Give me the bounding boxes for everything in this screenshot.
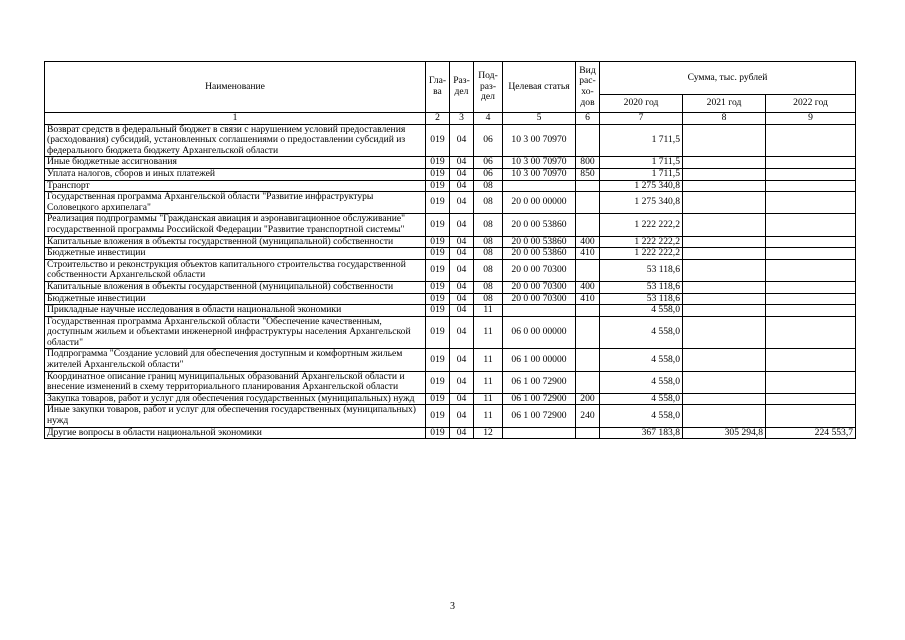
header-vid: Вид рас-хо-дов	[576, 62, 600, 113]
table-row	[45, 259, 856, 281]
cell-2021	[683, 259, 766, 281]
cell-target: 10 3 00 70970	[503, 157, 576, 169]
cell-2022	[766, 248, 856, 260]
cell-glava: 019	[426, 124, 450, 157]
cell-razdel: 04	[450, 393, 474, 405]
cell-2021	[683, 157, 766, 169]
cell-target: 20 0 00 53860	[503, 214, 576, 236]
cell-2022	[766, 236, 856, 248]
cell-glava: 019	[426, 349, 450, 371]
cell-glava: 019	[426, 157, 450, 169]
cell-razdel: 04	[450, 236, 474, 248]
table-row	[45, 124, 856, 157]
cell-vid	[576, 259, 600, 281]
cell-name: Бюджетные инвестиции	[45, 293, 426, 305]
cell-name: Уплата налогов, сборов и иных платежей	[45, 168, 426, 180]
cell-razdel: 04	[450, 214, 474, 236]
table-row	[45, 157, 856, 169]
cell-podrazdel: 06	[474, 168, 503, 180]
cell-vid	[576, 349, 600, 371]
col-number: 7	[600, 113, 683, 125]
cell-target: 20 0 00 53860	[503, 236, 576, 248]
cell-razdel: 04	[450, 124, 474, 157]
cell-target: 20 0 00 70300	[503, 259, 576, 281]
cell-name: Государственная программа Архангельской области "Развитие инфраструктуры Соловецкого архипелага"	[45, 192, 426, 214]
table-row	[45, 168, 856, 180]
cell-podrazdel: 12	[474, 427, 503, 439]
cell-vid: 410	[576, 248, 600, 260]
header-podrazdel: Под-раз-дел	[474, 62, 503, 113]
cell-razdel: 04	[450, 349, 474, 371]
cell-target	[503, 427, 576, 439]
cell-target: 20 0 00 53860	[503, 248, 576, 260]
cell-2021	[683, 393, 766, 405]
cell-2022	[766, 293, 856, 305]
cell-podrazdel: 08	[474, 293, 503, 305]
cell-podrazdel: 11	[474, 393, 503, 405]
cell-vid	[576, 192, 600, 214]
cell-vid: 400	[576, 281, 600, 293]
page-number: 3	[450, 601, 455, 612]
cell-2022	[766, 259, 856, 281]
cell-razdel: 04	[450, 168, 474, 180]
cell-vid	[576, 305, 600, 317]
cell-2020: 53 118,6	[600, 259, 683, 281]
cell-name: Реализация подпрограммы "Гражданская авиация и аэронавигационное обслуживание" государственной программы Российской Федерации "Развитие транспортной системы"	[45, 214, 426, 236]
cell-razdel: 04	[450, 248, 474, 260]
cell-glava: 019	[426, 371, 450, 393]
header-name: Наименование	[45, 62, 426, 113]
cell-2022	[766, 305, 856, 317]
cell-target	[503, 305, 576, 317]
cell-2021: 305 294,8	[683, 427, 766, 439]
cell-target: 20 0 00 00000	[503, 192, 576, 214]
col-number: 8	[683, 113, 766, 125]
cell-2020: 1 711,5	[600, 168, 683, 180]
cell-razdel: 04	[450, 305, 474, 317]
cell-2022	[766, 316, 856, 349]
col-number: 3	[450, 113, 474, 125]
header-glava: Гла-ва	[426, 62, 450, 113]
cell-vid: 410	[576, 293, 600, 305]
cell-razdel: 04	[450, 427, 474, 439]
cell-podrazdel: 08	[474, 192, 503, 214]
table-row	[45, 192, 856, 214]
cell-name: Капитальные вложения в объекты государственной (муниципальной) собственности	[45, 236, 426, 248]
cell-glava: 019	[426, 316, 450, 349]
cell-2021	[683, 371, 766, 393]
header-year-2022: 2022 год	[766, 95, 856, 113]
cell-glava: 019	[426, 305, 450, 317]
cell-podrazdel: 08	[474, 180, 503, 192]
cell-2020: 4 558,0	[600, 316, 683, 349]
col-number: 6	[576, 113, 600, 125]
cell-target: 06 1 00 00000	[503, 349, 576, 371]
cell-name: Капитальные вложения в объекты государственной (муниципальной) собственности	[45, 281, 426, 293]
cell-razdel: 04	[450, 157, 474, 169]
cell-razdel: 04	[450, 316, 474, 349]
cell-name: Прикладные научные исследования в области национальной экономики	[45, 305, 426, 317]
header-target: Целевая статья	[503, 62, 576, 113]
table-row	[45, 293, 856, 305]
cell-razdel: 04	[450, 281, 474, 293]
cell-2021	[683, 124, 766, 157]
cell-2022	[766, 393, 856, 405]
cell-2021	[683, 214, 766, 236]
cell-razdel: 04	[450, 192, 474, 214]
cell-2021	[683, 180, 766, 192]
cell-vid	[576, 371, 600, 393]
col-number: 2	[426, 113, 450, 125]
cell-2021	[683, 236, 766, 248]
cell-vid: 800	[576, 157, 600, 169]
table-row	[45, 305, 856, 317]
cell-podrazdel: 11	[474, 305, 503, 317]
cell-glava: 019	[426, 248, 450, 260]
cell-target: 10 3 00 70970	[503, 124, 576, 157]
cell-2020: 4 558,0	[600, 393, 683, 405]
cell-2021	[683, 305, 766, 317]
budget-table	[44, 61, 856, 439]
cell-podrazdel: 08	[474, 236, 503, 248]
header-year-2021: 2021 год	[683, 95, 766, 113]
cell-2021	[683, 248, 766, 260]
table-row	[45, 236, 856, 248]
cell-name: Другие вопросы в области национальной экономики	[45, 427, 426, 439]
cell-2022	[766, 214, 856, 236]
header-razdel: Раз-дел	[450, 62, 474, 113]
cell-2020: 1 222 222,2	[600, 236, 683, 248]
cell-name: Строительство и реконструкция объектов капитального строительства государственной собственности Архангельской области	[45, 259, 426, 281]
cell-name: Координатное описание границ муниципальных образований Архангельской области и внесение изменений в схему территориального планирования Архангельской области	[45, 371, 426, 393]
cell-razdel: 04	[450, 371, 474, 393]
cell-podrazdel: 06	[474, 157, 503, 169]
cell-2021	[683, 192, 766, 214]
cell-podrazdel: 08	[474, 214, 503, 236]
cell-glava: 019	[426, 236, 450, 248]
cell-2020: 53 118,6	[600, 293, 683, 305]
table-row	[45, 214, 856, 236]
cell-glava: 019	[426, 168, 450, 180]
cell-target: 06 0 00 00000	[503, 316, 576, 349]
cell-2020: 1 275 340,8	[600, 180, 683, 192]
cell-vid	[576, 316, 600, 349]
table-row	[45, 281, 856, 293]
cell-2020: 4 558,0	[600, 305, 683, 317]
table-row	[45, 316, 856, 349]
cell-2022	[766, 168, 856, 180]
cell-2021	[683, 349, 766, 371]
cell-target: 10 3 00 70970	[503, 168, 576, 180]
table-row	[45, 371, 856, 393]
cell-name: Иные закупки товаров, работ и услуг для обеспечения государственных (муниципальных) нужд	[45, 405, 426, 427]
table-row	[45, 180, 856, 192]
cell-glava: 019	[426, 427, 450, 439]
cell-2020: 4 558,0	[600, 349, 683, 371]
cell-2022	[766, 349, 856, 371]
cell-podrazdel: 06	[474, 124, 503, 157]
col-number: 4	[474, 113, 503, 125]
cell-2020: 367 183,8	[600, 427, 683, 439]
cell-2020: 4 558,0	[600, 405, 683, 427]
table-row	[45, 393, 856, 405]
cell-target: 20 0 00 70300	[503, 293, 576, 305]
cell-podrazdel: 11	[474, 371, 503, 393]
cell-razdel: 04	[450, 293, 474, 305]
cell-glava: 019	[426, 293, 450, 305]
cell-target: 06 1 00 72900	[503, 405, 576, 427]
cell-name: Подпрограмма "Создание условий для обеспечения доступным и комфортным жильем жителей Архангельской области"	[45, 349, 426, 371]
cell-glava: 019	[426, 393, 450, 405]
cell-name: Иные бюджетные ассигнования	[45, 157, 426, 169]
cell-2021	[683, 405, 766, 427]
cell-name: Возврат средств в федеральный бюджет в связи с нарушением условий предоставления (расходования) субсидий, установленных соглашениями о предоставлении субсидий из федерального бюджета бюджету Архангельской области	[45, 124, 426, 157]
cell-2020: 1 275 340,8	[600, 192, 683, 214]
header-year-2020: 2020 год	[600, 95, 683, 113]
cell-2021	[683, 168, 766, 180]
table-row	[45, 405, 856, 427]
cell-name: Закупка товаров, работ и услуг для обеспечения государственных (муниципальных) нужд	[45, 393, 426, 405]
cell-podrazdel: 11	[474, 405, 503, 427]
cell-glava: 019	[426, 405, 450, 427]
cell-vid	[576, 427, 600, 439]
cell-2022: 224 553,7	[766, 427, 856, 439]
cell-2020: 1 222 222,2	[600, 248, 683, 260]
cell-razdel: 04	[450, 405, 474, 427]
cell-vid	[576, 214, 600, 236]
cell-name: Бюджетные инвестиции	[45, 248, 426, 260]
cell-2020: 1 711,5	[600, 157, 683, 169]
cell-podrazdel: 08	[474, 248, 503, 260]
cell-razdel: 04	[450, 259, 474, 281]
cell-2020: 53 118,6	[600, 281, 683, 293]
cell-vid	[576, 180, 600, 192]
cell-vid: 400	[576, 236, 600, 248]
cell-glava: 019	[426, 192, 450, 214]
cell-target: 06 1 00 72900	[503, 371, 576, 393]
cell-target	[503, 180, 576, 192]
cell-glava: 019	[426, 259, 450, 281]
table-row	[45, 349, 856, 371]
cell-target: 20 0 00 70300	[503, 281, 576, 293]
table-row	[45, 427, 856, 439]
cell-podrazdel: 08	[474, 281, 503, 293]
cell-2022	[766, 371, 856, 393]
cell-vid: 200	[576, 393, 600, 405]
cell-razdel: 04	[450, 180, 474, 192]
cell-2022	[766, 192, 856, 214]
cell-2021	[683, 281, 766, 293]
cell-podrazdel: 11	[474, 349, 503, 371]
cell-2022	[766, 124, 856, 157]
cell-2022	[766, 405, 856, 427]
col-number: 1	[45, 113, 426, 125]
cell-vid: 850	[576, 168, 600, 180]
table-body	[45, 124, 856, 439]
cell-2022	[766, 180, 856, 192]
cell-2020: 1 711,5	[600, 124, 683, 157]
cell-glava: 019	[426, 214, 450, 236]
cell-glava: 019	[426, 281, 450, 293]
cell-2020: 4 558,0	[600, 371, 683, 393]
cell-2021	[683, 293, 766, 305]
cell-vid: 240	[576, 405, 600, 427]
cell-2022	[766, 157, 856, 169]
cell-2021	[683, 316, 766, 349]
cell-vid	[576, 124, 600, 157]
cell-podrazdel: 11	[474, 316, 503, 349]
cell-target: 06 1 00 72900	[503, 393, 576, 405]
table-row	[45, 248, 856, 260]
col-number: 5	[503, 113, 576, 125]
cell-2022	[766, 281, 856, 293]
cell-name: Государственная программа Архангельской области "Обеспечение качественным, доступным жильем и объектами инженерной инфраструктуры населения Архангельской области"	[45, 316, 426, 349]
cell-name: Транспорт	[45, 180, 426, 192]
cell-glava: 019	[426, 180, 450, 192]
header-sum: Сумма, тыс. рублей	[600, 62, 856, 95]
cell-2020: 1 222 222,2	[600, 214, 683, 236]
col-number: 9	[766, 113, 856, 125]
cell-podrazdel: 08	[474, 259, 503, 281]
